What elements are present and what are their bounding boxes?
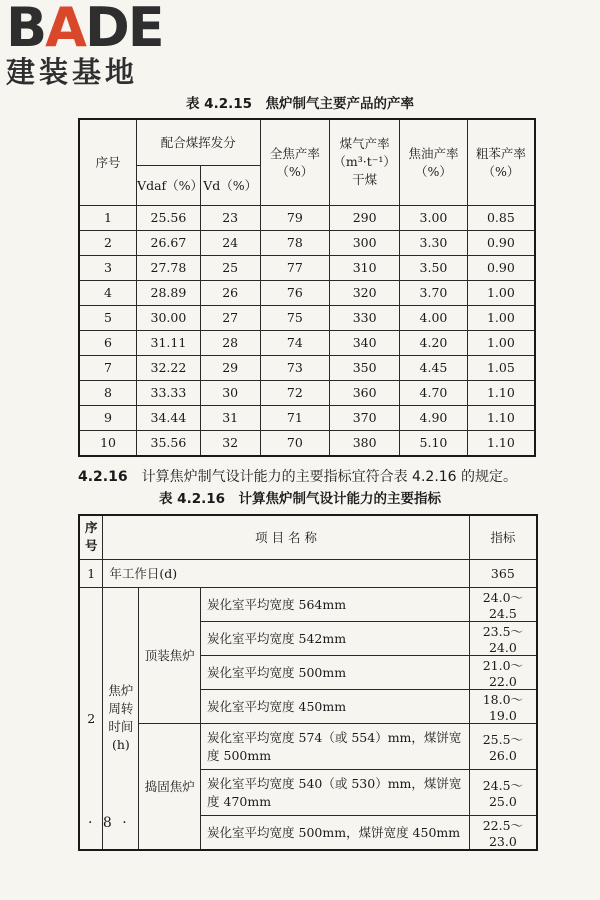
cell-seq: 5 [79, 305, 137, 330]
cell-vdaf: 34.44 [137, 405, 201, 430]
cell-tar-yield: 4.45 [400, 355, 468, 380]
cell-vdaf: 25.56 [137, 205, 201, 230]
table-row [79, 205, 535, 230]
cell-vdaf: 32.22 [137, 355, 201, 380]
t2-row1-value: 365 [469, 559, 537, 587]
cell-seq: 3 [79, 255, 137, 280]
t2-top-item-value: 24.0～24.5 [469, 587, 537, 621]
cell-tar-yield: 3.70 [400, 280, 468, 305]
cell-vdaf: 26.67 [137, 230, 201, 255]
header-coke-yield: 全焦产率（%） [260, 119, 330, 205]
table1-caption: 表 4.2.15 焦炉制气主要产品的产率 [185, 96, 415, 112]
table-row [79, 355, 535, 380]
cell-coke-yield: 74 [260, 330, 330, 355]
header-tar-yield: 焦油产率（%） [400, 119, 468, 205]
table-row [79, 280, 535, 305]
table-row [79, 255, 535, 280]
cell-gas-yield: 360 [330, 380, 400, 405]
t2-stamp-item-name: 炭化室平均宽度 500mm，煤饼宽度 450mm [201, 815, 470, 850]
t2-stamp-item-value: 24.5～25.0 [469, 769, 537, 815]
cell-tar-yield: 3.00 [400, 205, 468, 230]
cell-vdaf: 28.89 [137, 280, 201, 305]
cell-coke-yield: 70 [260, 430, 330, 456]
cell-seq: 1 [79, 205, 137, 230]
t2-top-item-value: 23.5～24.0 [469, 621, 537, 655]
cell-vd: 23 [200, 205, 260, 230]
t2-stamp-item-name: 炭化室平均宽度 540（或 530）mm，煤饼宽度 470mm [201, 769, 470, 815]
t2-row2-group: 焦炉周转时间(h) [103, 587, 139, 850]
table2 [78, 514, 538, 851]
page-number: · 8 · [88, 815, 130, 831]
cell-benzene-yield: 0.90 [467, 230, 535, 255]
cell-seq: 7 [79, 355, 137, 380]
t2-stamp-item-value: 22.5～23.0 [469, 815, 537, 850]
cell-gas-yield: 330 [330, 305, 400, 330]
cell-coke-yield: 76 [260, 280, 330, 305]
cell-coke-yield: 79 [260, 205, 330, 230]
t2-row1-seq: 1 [79, 559, 103, 587]
cell-vd: 25 [200, 255, 260, 280]
header-benzene-yield: 粗苯产率（%） [467, 119, 535, 205]
cell-tar-yield: 5.10 [400, 430, 468, 456]
header-vd: Vd（%） [200, 165, 260, 205]
table2-caption: 表 4.2.16 计算焦炉制气设计能力的主要指标 [158, 491, 442, 507]
header-gas-yield: 煤气产率 （m³·t⁻¹） 干煤 [330, 119, 400, 205]
cell-gas-yield: 320 [330, 280, 400, 305]
cell-coke-yield: 73 [260, 355, 330, 380]
cell-coke-yield: 75 [260, 305, 330, 330]
header-seq: 序号 [79, 119, 137, 205]
cell-benzene-yield: 1.00 [467, 305, 535, 330]
cell-tar-yield: 3.30 [400, 230, 468, 255]
t2-header-index: 指标 [469, 515, 537, 559]
cell-gas-yield: 370 [330, 405, 400, 430]
table-row [79, 405, 535, 430]
t2-top-item-name: 炭化室平均宽度 450mm [201, 689, 470, 723]
cell-vdaf: 31.11 [137, 330, 201, 355]
cell-tar-yield: 4.70 [400, 380, 468, 405]
cell-benzene-yield: 0.90 [467, 255, 535, 280]
cell-seq: 8 [79, 380, 137, 405]
t2-top-item-name: 炭化室平均宽度 542mm [201, 621, 470, 655]
t2-stamp-type: 捣固焦炉 [139, 723, 201, 850]
table-row [79, 330, 535, 355]
cell-coke-yield: 77 [260, 255, 330, 280]
table1 [78, 118, 536, 457]
t2-row2-seq: 2 [79, 587, 103, 850]
clause-4-2-16: 4.2.16 计算焦炉制气设计能力的主要指标宜符合表 4.2.16 的规定。 [78, 469, 518, 485]
table-row [79, 230, 535, 255]
cell-seq: 2 [79, 230, 137, 255]
cell-seq: 9 [79, 405, 137, 430]
cell-benzene-yield: 0.85 [467, 205, 535, 230]
cell-gas-yield: 340 [330, 330, 400, 355]
cell-benzene-yield: 1.05 [467, 355, 535, 380]
cell-benzene-yield: 1.10 [467, 430, 535, 456]
cell-gas-yield: 380 [330, 430, 400, 456]
table-row [79, 430, 535, 456]
t2-top-item-value: 18.0～19.0 [469, 689, 537, 723]
logo-subtitle: 建装基地 [6, 55, 139, 89]
cell-coke-yield: 78 [260, 230, 330, 255]
t2-stamp-item-name: 炭化室平均宽度 574（或 554）mm，煤饼宽度 500mm [201, 723, 470, 769]
cell-vd: 24 [200, 230, 260, 255]
cell-vd: 26 [200, 280, 260, 305]
header-vdaf: Vdaf（%） [137, 165, 201, 205]
table1-body [79, 205, 535, 456]
t2-header-item: 项 目 名 称 [103, 515, 469, 559]
t2-top-item-name: 炭化室平均宽度 564mm [201, 587, 470, 621]
cell-tar-yield: 4.20 [400, 330, 468, 355]
logo-brand: BADE [6, 0, 163, 59]
cell-vd: 29 [200, 355, 260, 380]
cell-vdaf: 33.33 [137, 380, 201, 405]
cell-tar-yield: 4.00 [400, 305, 468, 330]
cell-vd: 28 [200, 330, 260, 355]
header-coal-volatile: 配合煤挥发分 [137, 119, 260, 165]
cell-seq: 6 [79, 330, 137, 355]
cell-vdaf: 30.00 [137, 305, 201, 330]
cell-tar-yield: 3.50 [400, 255, 468, 280]
cell-vdaf: 35.56 [137, 430, 201, 456]
table-row [79, 380, 535, 405]
cell-benzene-yield: 1.00 [467, 280, 535, 305]
cell-vd: 32 [200, 430, 260, 456]
t2-top-item-name: 炭化室平均宽度 500mm [201, 655, 470, 689]
cell-benzene-yield: 1.10 [467, 380, 535, 405]
table-row [79, 305, 535, 330]
t2-row1-name: 年工作日(d) [103, 559, 469, 587]
cell-vd: 27 [200, 305, 260, 330]
t2-stamp-item-value: 25.5～26.0 [469, 723, 537, 769]
cell-seq: 10 [79, 430, 137, 456]
cell-tar-yield: 4.90 [400, 405, 468, 430]
t2-header-seq: 序号 [79, 515, 103, 559]
cell-benzene-yield: 1.10 [467, 405, 535, 430]
cell-vd: 30 [200, 380, 260, 405]
cell-gas-yield: 310 [330, 255, 400, 280]
cell-seq: 4 [79, 280, 137, 305]
t2-top-type: 顶装焦炉 [139, 587, 201, 723]
cell-vdaf: 27.78 [137, 255, 201, 280]
cell-coke-yield: 72 [260, 380, 330, 405]
logo [6, 2, 181, 88]
cell-gas-yield: 300 [330, 230, 400, 255]
cell-benzene-yield: 1.00 [467, 330, 535, 355]
cell-coke-yield: 71 [260, 405, 330, 430]
cell-gas-yield: 350 [330, 355, 400, 380]
t2-top-item-value: 21.0～22.0 [469, 655, 537, 689]
cell-vd: 31 [200, 405, 260, 430]
cell-gas-yield: 290 [330, 205, 400, 230]
